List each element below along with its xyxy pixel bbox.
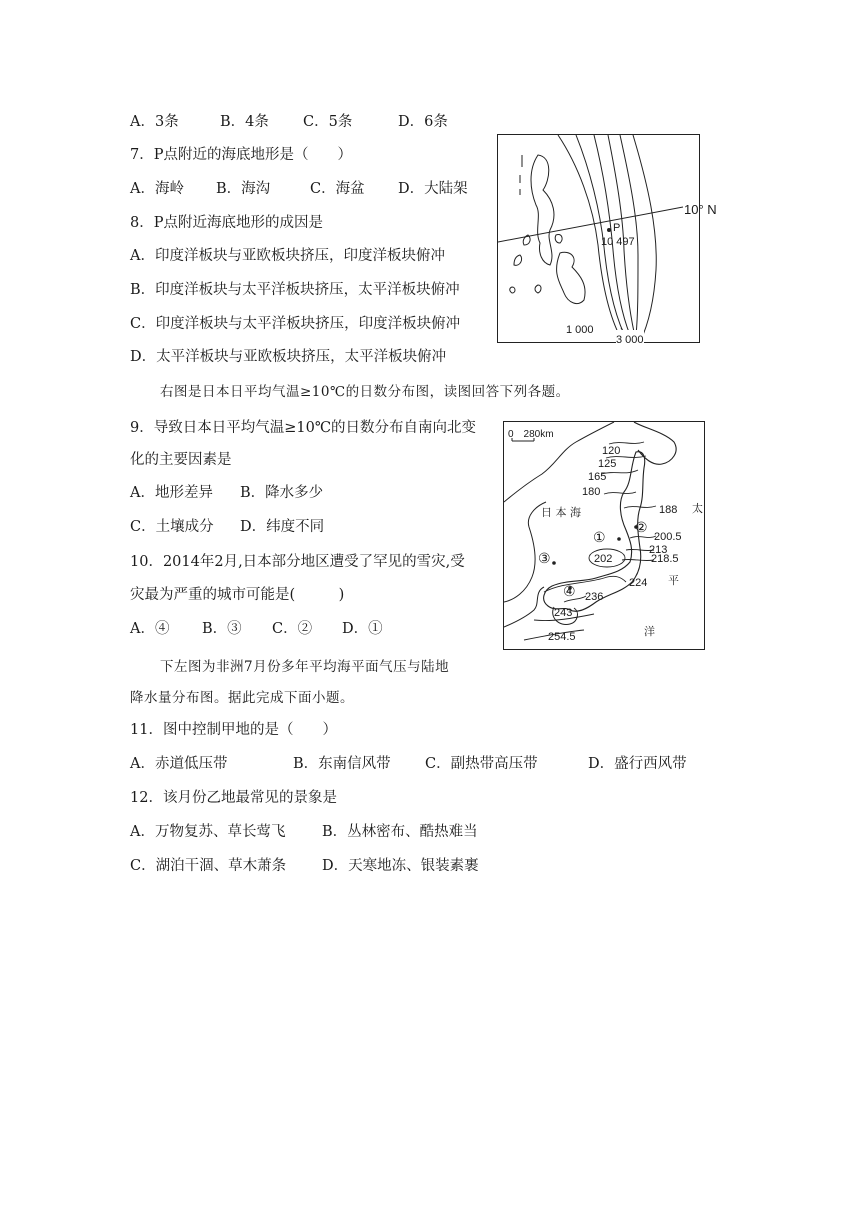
q10-option-b: B．③ xyxy=(202,621,242,637)
q9-option-b: B．降水多少 xyxy=(240,485,324,501)
isoline-label-236: 236 xyxy=(585,591,604,603)
q8-option-b: B．印度洋板块与太平洋板块挤压，太平洋板块俯冲 xyxy=(130,282,460,298)
contour-3000-label: 3 000 xyxy=(616,330,644,350)
point-p-label: P xyxy=(613,222,621,234)
isoline-label-254-5: 254.5 xyxy=(548,631,576,643)
trench-contour-map xyxy=(497,134,700,343)
q9-option-c: C．土壤成分 xyxy=(130,519,214,535)
q11-option-c: C．副热带高压带 xyxy=(425,756,538,772)
q12-option-c: C．湖泊干涸、草木萧条 xyxy=(130,858,287,874)
q12-option-d: D．天寒地冻、银装素裹 xyxy=(322,858,479,874)
q11-stem: 11．图中控制甲地的是（ ） xyxy=(130,722,337,738)
city-marker-3: ③ xyxy=(538,551,551,567)
isoline-label-243: 243 xyxy=(554,607,573,619)
q12-stem: 12．该月份乙地最常见的景象是 xyxy=(130,790,337,806)
scale-label: 0 280km xyxy=(508,429,554,440)
contour-1000-label: 1 000 xyxy=(566,324,594,336)
q11-option-a: A．赤道低压带 xyxy=(130,756,228,772)
africa-intro-line1: 下左图为非洲7月份多年平均海平面气压与陆地 xyxy=(160,659,450,675)
q8-option-d: D．太平洋板块与亚欧板块挤压，太平洋板块俯冲 xyxy=(130,349,447,365)
q10-option-c: C．② xyxy=(272,621,313,637)
q10-stem-line1: 10．2014年2月,日本部分地区遭受了罕见的雪灾,受 xyxy=(130,554,465,570)
q12-option-a: A．万物复苏、草长莺飞 xyxy=(130,824,286,840)
depth-label: 10 497 xyxy=(601,236,635,248)
ocean-char-1: 太 xyxy=(692,502,703,515)
q8-option-a: A．印度洋板块与亚欧板块挤压，印度洋板块俯冲 xyxy=(130,248,445,264)
city-marker-2: ② xyxy=(635,520,648,536)
isoline-label-120: 120 xyxy=(602,445,621,457)
q7-stem: 7．P点附近的海底地形是（ ） xyxy=(130,147,352,163)
q12-option-b: B．丛林密布、酷热难当 xyxy=(322,824,478,840)
q9-option-a: A．地形差异 xyxy=(130,485,213,501)
q11-option-d: D．盛行西风带 xyxy=(588,756,687,772)
q10-stem-line2: 灾最为严重的城市可能是( ) xyxy=(130,587,345,603)
q9-option-d: D．纬度不同 xyxy=(240,519,325,535)
isoline-label-224: 224 xyxy=(629,577,648,589)
q10-option-a: A．④ xyxy=(130,621,170,637)
isoline-label-213: 213 xyxy=(649,544,668,556)
q7-option-d: D．大陆架 xyxy=(398,181,468,197)
ocean-char-2: 平 xyxy=(668,574,679,587)
isoline-label-218-5: 218.5 xyxy=(651,553,679,565)
sea-of-japan-label: 日 本 海 xyxy=(541,506,581,519)
city-marker-4: ④ xyxy=(563,584,576,600)
q6-option-a: A．3条 xyxy=(130,114,179,130)
q7-option-a: A．海岭 xyxy=(130,181,184,197)
japan-intro: 右图是日本日平均气温≥10℃的日数分布图，读图回答下列各题。 xyxy=(160,384,570,400)
q11-option-b: B．东南信风带 xyxy=(293,756,391,772)
q6-option-d: D．6条 xyxy=(398,114,448,130)
africa-intro-line2: 降水量分布图。据此完成下面小题。 xyxy=(130,690,354,706)
city-marker-1: ① xyxy=(593,530,606,546)
isoline-label-202: 202 xyxy=(594,553,613,565)
isoline-label-165: 165 xyxy=(588,471,607,483)
q9-stem-line1: 9．导致日本日平均气温≥10℃的日数分布自南向北变 xyxy=(130,420,477,436)
q7-option-b: B．海沟 xyxy=(216,181,271,197)
ocean-char-3: 洋 xyxy=(644,625,655,638)
latitude-label: 10° N xyxy=(684,202,717,217)
q8-option-c: C．印度洋板块与太平洋板块挤压，印度洋板块俯冲 xyxy=(130,316,461,332)
isoline-label-125: 125 xyxy=(598,458,617,470)
isoline-label-188: 188 xyxy=(659,504,678,516)
q10-option-d: D．① xyxy=(342,621,383,637)
q6-option-c: C．5条 xyxy=(303,114,353,130)
q9-stem-line2: 化的主要因素是 xyxy=(130,452,232,468)
q8-stem: 8．P点附近海底地形的成因是 xyxy=(130,215,323,231)
isoline-label-200-5: 200.5 xyxy=(654,531,682,543)
q7-option-c: C．海盆 xyxy=(310,181,365,197)
isoline-label-180: 180 xyxy=(582,486,601,498)
q6-option-b: B．4条 xyxy=(220,114,269,130)
